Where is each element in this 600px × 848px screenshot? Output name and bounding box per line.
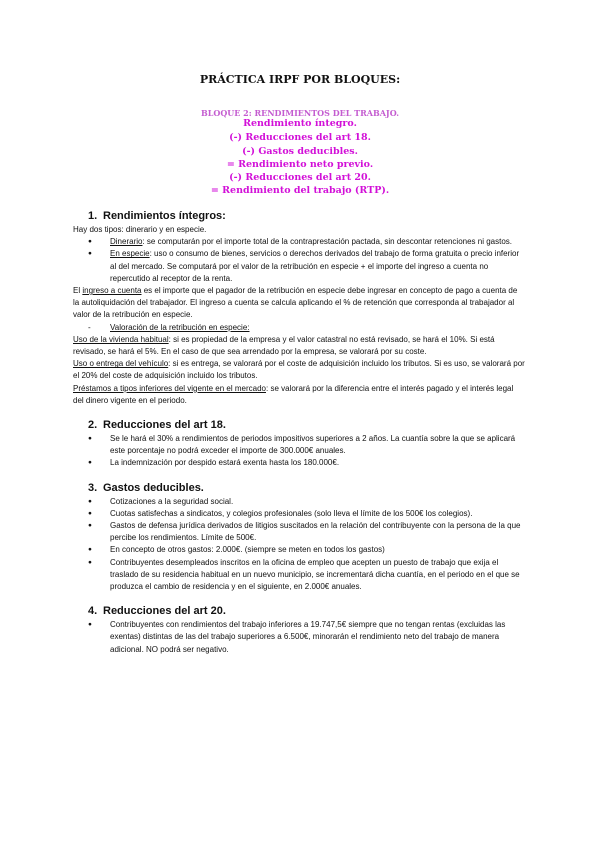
list-item: ● Cuotas satisfechas a sindicatos, y colegios profesionales (solo lleva el límite de los 500€ los colegios). xyxy=(73,508,525,520)
paragraph: Uso de la vivienda habitual: si es propiedad de la empresa y el valor catastral no está revisado, se hará el 10%. Si está revisado, se hará el 5%. En el caso de que sea arrendado por la empresa, se valorará por su coste. xyxy=(73,334,495,357)
paragraph: Uso o entrega del vehículo: si es entrega, se valorará por el coste de adquisición incluido los tributos. Si es uso, se valorará por el 20% del coste de adquisición incluido los tributos. xyxy=(73,359,525,381)
list-item: ● Cotizaciones a la seguridad social. xyxy=(73,496,525,508)
formula-line: (-) Reducciones del art 18. xyxy=(229,132,371,143)
document-title: PRÁCTICA IRPF POR BLOQUES: xyxy=(199,73,401,86)
paragraph: Hay dos tipos: dinerario y en especie. xyxy=(73,225,207,234)
formula-line: (-) Gastos deducibles. xyxy=(242,146,358,157)
section-heading: 1. Rendimientos íntegros: xyxy=(88,210,226,222)
paragraph: El ingreso a cuenta es el importe que el pagador de la retribución en especie debe ingresar en concepto de pago a cuenta de la autoliquidación del trabajador. El ingreso a cuenta se calcula aplicando el % de retención que corresponda al trabajador al valor de la retribución en especie. xyxy=(73,286,518,320)
section-heading: 3. Gastos deducibles. xyxy=(88,481,204,494)
paragraph: Préstamos a tipos inferiores del vigente en el mercado: se valorará por la diferencia entre el interés pagado y el interés legal del dinero vigente en el periodo. xyxy=(73,383,514,405)
list-item: ● En concepto de otros gastos: 2.000€. (siempre se meten en todos los gastos) xyxy=(73,544,525,556)
list-item: ● Se le hará el 30% a rendimientos de periodos impositivos superiores a 2 años. La cuantía sobre la que se aplicará este porcentaje no podrá exceder el importe de 300.000€ anuales. xyxy=(73,433,525,457)
list-item: ● Dinerario: se computarán por el importe total de la contraprestación pactada, sin descontar retenciones ni gastos. xyxy=(73,236,525,248)
dash-list xyxy=(73,322,525,334)
section-heading: 4. Reducciones del art 20. xyxy=(88,605,226,618)
formula-line: = Rendimiento del trabajo (RTP). xyxy=(210,185,390,196)
formula-line: = Rendimiento neto previo. xyxy=(226,159,374,170)
bullet-list xyxy=(73,619,525,656)
list-item: ● Gastos de defensa jurídica derivados de litigios suscitados en la relación del contribuyente con la persona de la que percibe los rendimientos. Límite de 500€. xyxy=(73,520,525,544)
list-item: ● En especie: uso o consumo de bienes, servicios o derechos derivados del trabajo de forma gratuita o precio inferior al del mercado. Se computará por el valor de la retribución en especie + el importe del ingreso a cuenta no repercutido al receptor de la renta. xyxy=(73,248,525,285)
list-item: - Valoración de la retribución en especie: xyxy=(73,322,525,334)
bullet-list xyxy=(73,433,525,470)
bullet-list xyxy=(73,496,525,594)
formula-line: Rendimiento íntegro. xyxy=(243,118,357,129)
section-heading: 2. Reducciones del art 18. xyxy=(88,419,226,432)
list-item: ● Contribuyentes con rendimientos del trabajo inferiores a 19.747,5€ siempre que no tengan rentas (excluidas las exentas) distintas de las del trabajo superiores a 6.500€, minorarán el rendimiento neto del trabajo de manera adicional. NO podrá ser negativo. xyxy=(73,619,525,656)
list-item: ● La indemnización por despido estará exenta hasta los 180.000€. xyxy=(73,457,525,469)
document-body xyxy=(73,210,525,656)
block-subtitle: BLOQUE 2: RENDIMIENTOS DEL TRABAJO. xyxy=(200,108,399,118)
formula-line: (-) Reducciones del art 20. xyxy=(229,172,371,183)
bullet-list xyxy=(73,236,525,285)
list-item: ● Contribuyentes desempleados inscritos en la oficina de empleo que acepten un puesto de trabajo que exija el traslado de su residencia habitual en un nuevo municipio, se incrementará dicha cuantía, en el periodo en el que se produzca el cambio de residencia y en el siguiente, en 2.000€ anuales. xyxy=(73,557,525,594)
